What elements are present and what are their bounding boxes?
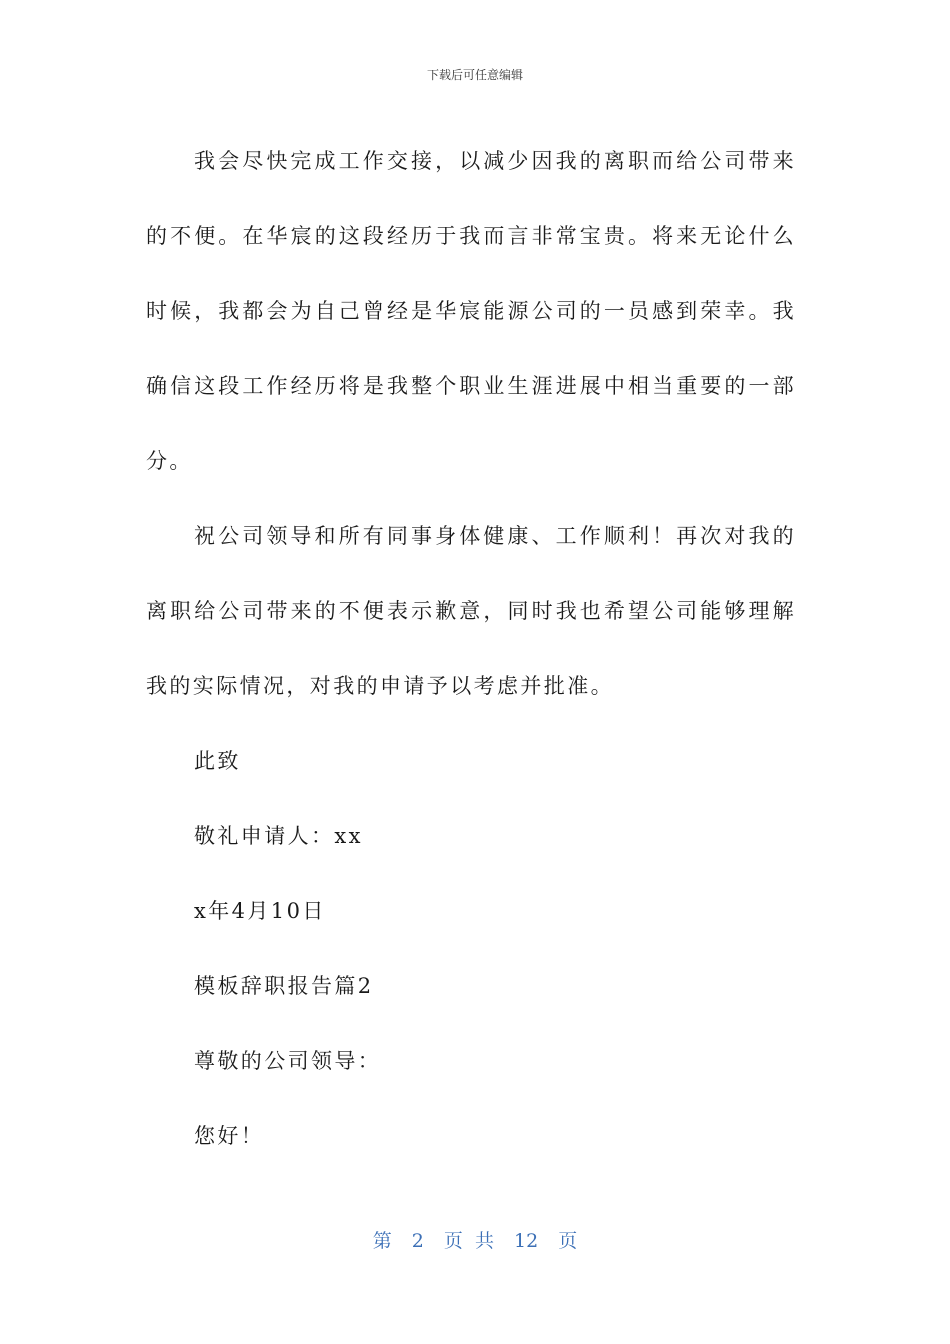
footer-suffix: 页 (558, 1230, 578, 1252)
footer-total-pages: 12 (514, 1230, 539, 1252)
footer-prefix: 第 (372, 1230, 392, 1252)
document-body (146, 124, 796, 1174)
footer-page-number: 2 (411, 1230, 424, 1252)
date-line: x年4月10日 (194, 899, 326, 923)
page-header: 下载后可任意编辑 (426, 68, 523, 82)
paragraph-wishes: 祝公司领导和所有同事身体健康、工作顺利！再次对我的离职给公司带来的不便表示歉意，同时我也希望公司能够理解我的实际情况，对我的申请予以考虑并批准。 (146, 524, 796, 698)
greeting: 您好！ (194, 1124, 265, 1148)
page-footer (0, 1226, 950, 1253)
closing-salutation: 此致 (194, 749, 241, 773)
greeting-recipient: 尊敬的公司领导： (194, 1049, 382, 1073)
section-title: 模板辞职报告篇2 (194, 974, 374, 998)
footer-middle: 页 共 (443, 1230, 494, 1252)
applicant-line: 敬礼申请人：xx (194, 824, 363, 848)
paragraph-handover: 我会尽快完成工作交接，以减少因我的离职而给公司带来的不便。在华宸的这段经历于我而言非常宝贵。将来无论什么时候，我都会为自己曾经是华宸能源公司的一员感到荣幸。我确信这段工作经历将是我整个职业生涯进展中相当重要的一部分。 (146, 149, 796, 473)
